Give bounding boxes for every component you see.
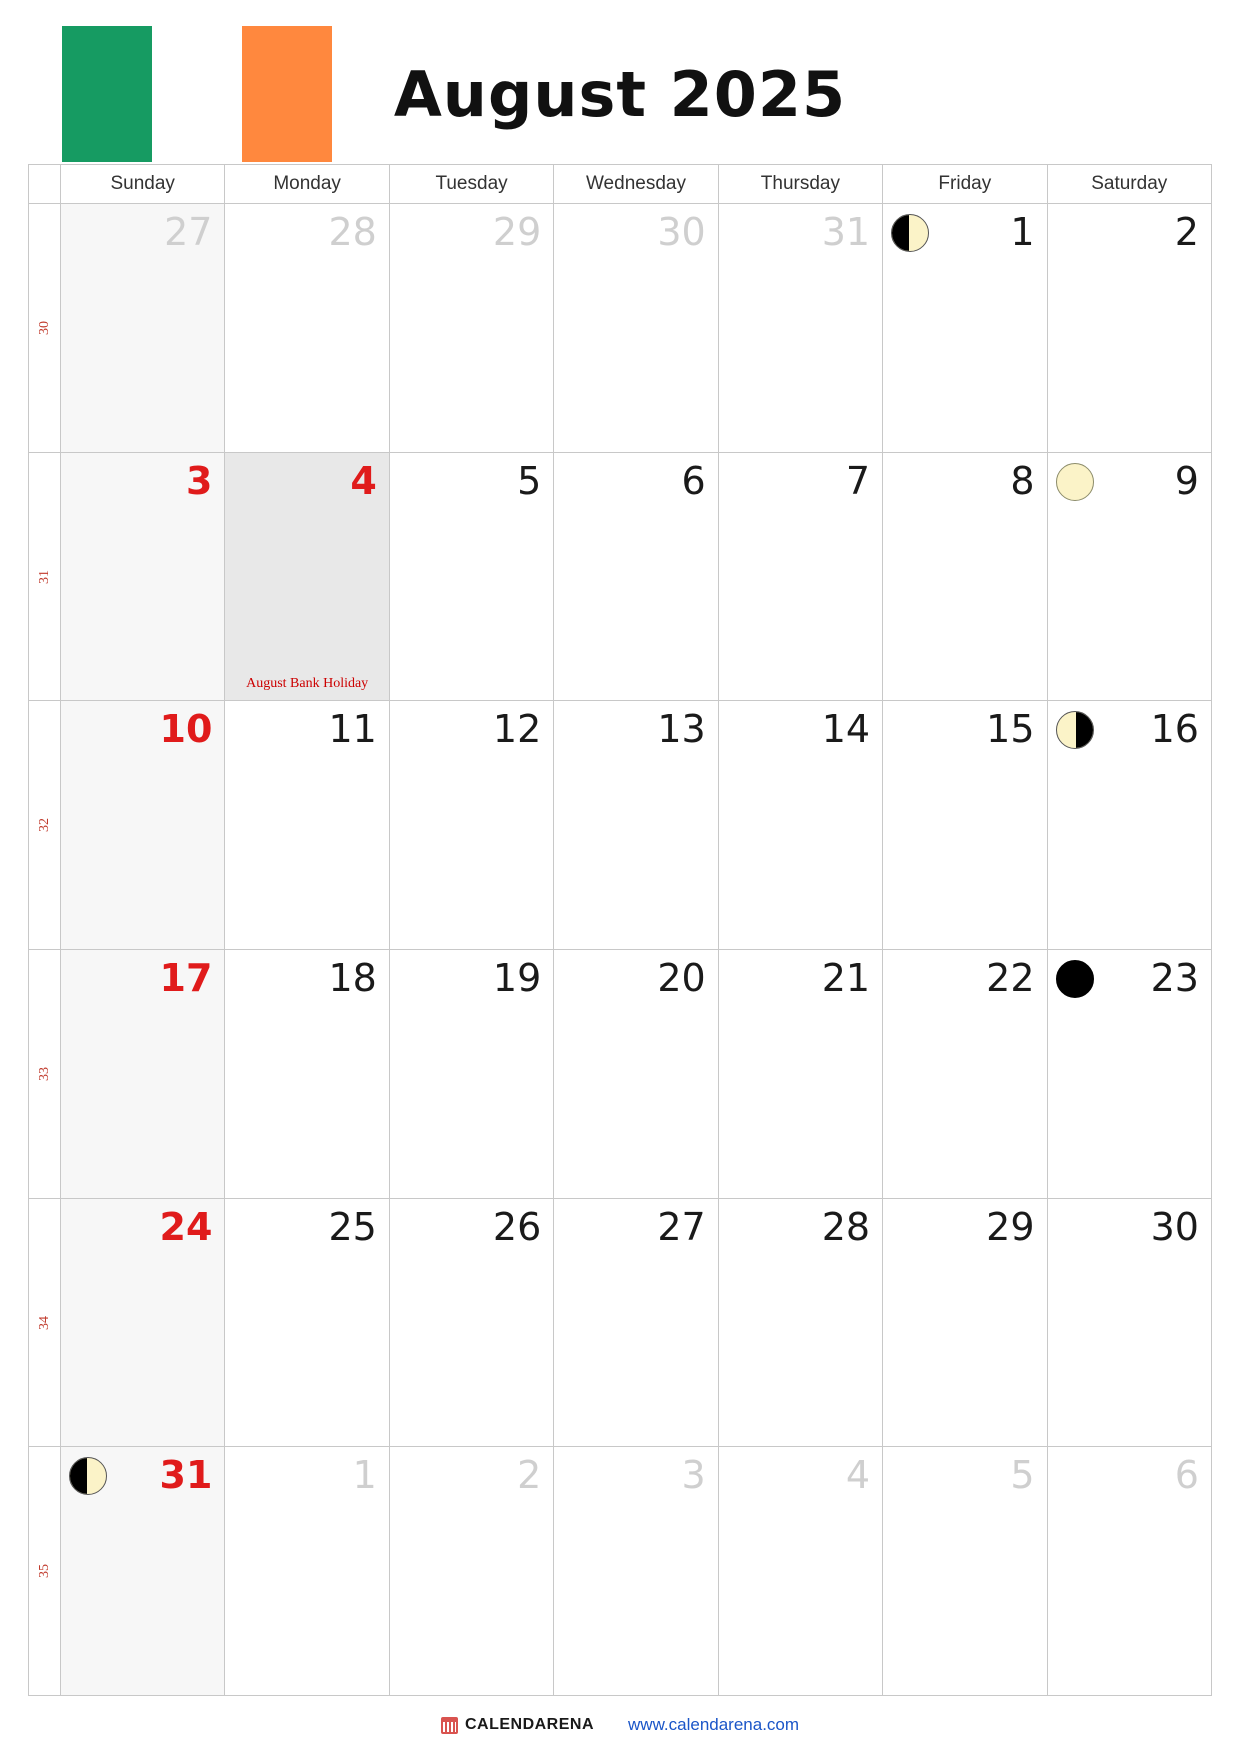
day-number: 1: [352, 1453, 377, 1498]
calendar-grid: [28, 164, 1212, 1696]
day-cell[interactable]: [554, 1447, 718, 1695]
day-number: 31: [821, 210, 871, 254]
day-cell[interactable]: [719, 204, 883, 452]
week-number: [29, 1199, 61, 1447]
day-number: 18: [328, 956, 377, 1001]
calendar-icon: [441, 1717, 458, 1734]
day-cell[interactable]: [225, 701, 389, 949]
day-cell[interactable]: [883, 1447, 1047, 1695]
week-number-label: 34: [36, 1315, 52, 1330]
week-number-label: 31: [36, 569, 52, 584]
day-number: 29: [986, 1204, 1035, 1249]
day-number: 30: [1150, 1204, 1199, 1249]
day-cell[interactable]: [719, 453, 883, 701]
day-cell[interactable]: [61, 204, 225, 452]
day-number: 1: [1010, 210, 1035, 254]
week-number-label: 35: [36, 1564, 52, 1579]
day-number: 3: [681, 1453, 706, 1498]
weekday-monday: Monday: [225, 165, 389, 203]
website-link[interactable]: www.calendarena.com: [628, 1715, 800, 1734]
day-number: 23: [1150, 956, 1199, 1001]
week-number: [29, 950, 61, 1198]
day-number: 17: [159, 956, 213, 1001]
day-cell-holiday[interactable]: [225, 453, 389, 701]
day-cell[interactable]: [883, 950, 1047, 1198]
day-number: 28: [821, 1204, 871, 1249]
holiday-label: August Bank Holiday: [246, 676, 369, 692]
week-number-header: [29, 165, 61, 203]
day-cell[interactable]: [554, 204, 718, 452]
brand-label: CALENDARENA: [464, 1716, 595, 1733]
day-cell[interactable]: [554, 950, 718, 1198]
day-number: 12: [492, 707, 542, 752]
day-cell[interactable]: [719, 1199, 883, 1447]
day-number: 5: [1010, 1453, 1035, 1498]
day-number: 20: [657, 956, 706, 1001]
week-row: [29, 701, 1211, 950]
day-number: 15: [986, 707, 1035, 752]
day-cell[interactable]: [1048, 1199, 1211, 1447]
day-number: 14: [821, 707, 871, 752]
weekday-wednesday: Wednesday: [554, 165, 718, 203]
week-number: [29, 701, 61, 949]
day-number: 5: [517, 458, 542, 503]
last-quarter-moon-icon: [891, 214, 929, 252]
day-number: 8: [1010, 458, 1035, 503]
page-title: August 2025: [393, 57, 847, 131]
day-number: 4: [350, 458, 377, 503]
first-quarter-moon-icon: [1056, 711, 1094, 749]
full-moon-icon: [1056, 463, 1094, 501]
weekday-header-row: [29, 165, 1211, 204]
week-number-label: 33: [36, 1066, 52, 1081]
day-number: 19: [492, 956, 542, 1001]
week-row: [29, 453, 1211, 702]
day-cell[interactable]: [554, 453, 718, 701]
day-number: 10: [159, 707, 213, 752]
week-row: [29, 1199, 1211, 1448]
day-number: 3: [185, 458, 213, 503]
day-cell[interactable]: [61, 1199, 225, 1447]
day-number: 9: [1174, 458, 1199, 503]
day-number: 24: [159, 1204, 213, 1249]
week-number: [29, 453, 61, 701]
day-number: 11: [328, 707, 377, 752]
day-cell[interactable]: [390, 1447, 554, 1695]
weekday-thursday: Thursday: [719, 165, 883, 203]
day-cell[interactable]: [225, 204, 389, 452]
day-cell[interactable]: [554, 1199, 718, 1447]
day-cell[interactable]: [1048, 204, 1211, 452]
weekday-saturday: Saturday: [1091, 173, 1168, 194]
day-number: 7: [845, 458, 871, 503]
week-number-label: 32: [36, 818, 52, 833]
day-cell[interactable]: [225, 950, 389, 1198]
day-number: 16: [1150, 707, 1199, 752]
week-number: [29, 204, 61, 452]
day-cell[interactable]: [1048, 701, 1211, 949]
day-number: 30: [657, 210, 706, 254]
day-number: 26: [492, 1204, 542, 1249]
day-cell[interactable]: [1048, 1447, 1211, 1695]
day-cell[interactable]: [719, 950, 883, 1198]
day-number: 13: [657, 707, 706, 752]
day-number: 22: [986, 956, 1035, 1001]
week-row: [29, 950, 1211, 1199]
day-cell[interactable]: [390, 950, 554, 1198]
day-number: 27: [657, 1204, 706, 1249]
new-moon-icon: [1056, 960, 1094, 998]
day-number: 28: [328, 210, 377, 254]
day-cell[interactable]: [390, 1199, 554, 1447]
day-cell[interactable]: [390, 204, 554, 452]
day-number: 6: [1174, 1453, 1199, 1498]
day-cell[interactable]: [883, 453, 1047, 701]
day-cell[interactable]: [225, 1447, 389, 1695]
day-number: 21: [821, 956, 871, 1001]
day-cell[interactable]: [61, 1447, 225, 1695]
day-cell[interactable]: [61, 701, 225, 949]
day-number: 4: [845, 1453, 871, 1498]
page-header: [28, 24, 1212, 164]
day-cell[interactable]: [883, 1199, 1047, 1447]
day-number: 31: [159, 1453, 213, 1498]
day-cell[interactable]: [719, 1447, 883, 1695]
day-cell[interactable]: [225, 1199, 389, 1447]
weekday-sunday: Sunday: [61, 165, 225, 203]
day-cell[interactable]: [390, 453, 554, 701]
day-number: 25: [328, 1204, 377, 1249]
page-footer: [28, 1696, 1212, 1754]
day-cell[interactable]: [719, 701, 883, 949]
day-cell[interactable]: [1048, 950, 1211, 1198]
week-number: [29, 1447, 61, 1695]
day-cell[interactable]: [1048, 453, 1211, 701]
day-cell[interactable]: [390, 701, 554, 949]
day-cell[interactable]: [61, 453, 225, 701]
weekday-tuesday: Tuesday: [390, 165, 554, 203]
week-number-label: 30: [36, 320, 52, 335]
day-number: 2: [517, 1453, 542, 1498]
day-cell[interactable]: [554, 701, 718, 949]
day-number: 27: [164, 210, 213, 254]
day-number: 29: [492, 210, 542, 254]
week-row: [29, 204, 1211, 453]
day-cell[interactable]: [883, 701, 1047, 949]
day-cell[interactable]: [883, 204, 1047, 452]
day-number: 2: [1174, 210, 1199, 254]
week-row: [29, 1447, 1211, 1696]
day-cell[interactable]: [61, 950, 225, 1198]
weekday-friday: Friday: [883, 165, 1047, 203]
day-number: 6: [681, 458, 706, 503]
brand: [441, 1716, 594, 1734]
